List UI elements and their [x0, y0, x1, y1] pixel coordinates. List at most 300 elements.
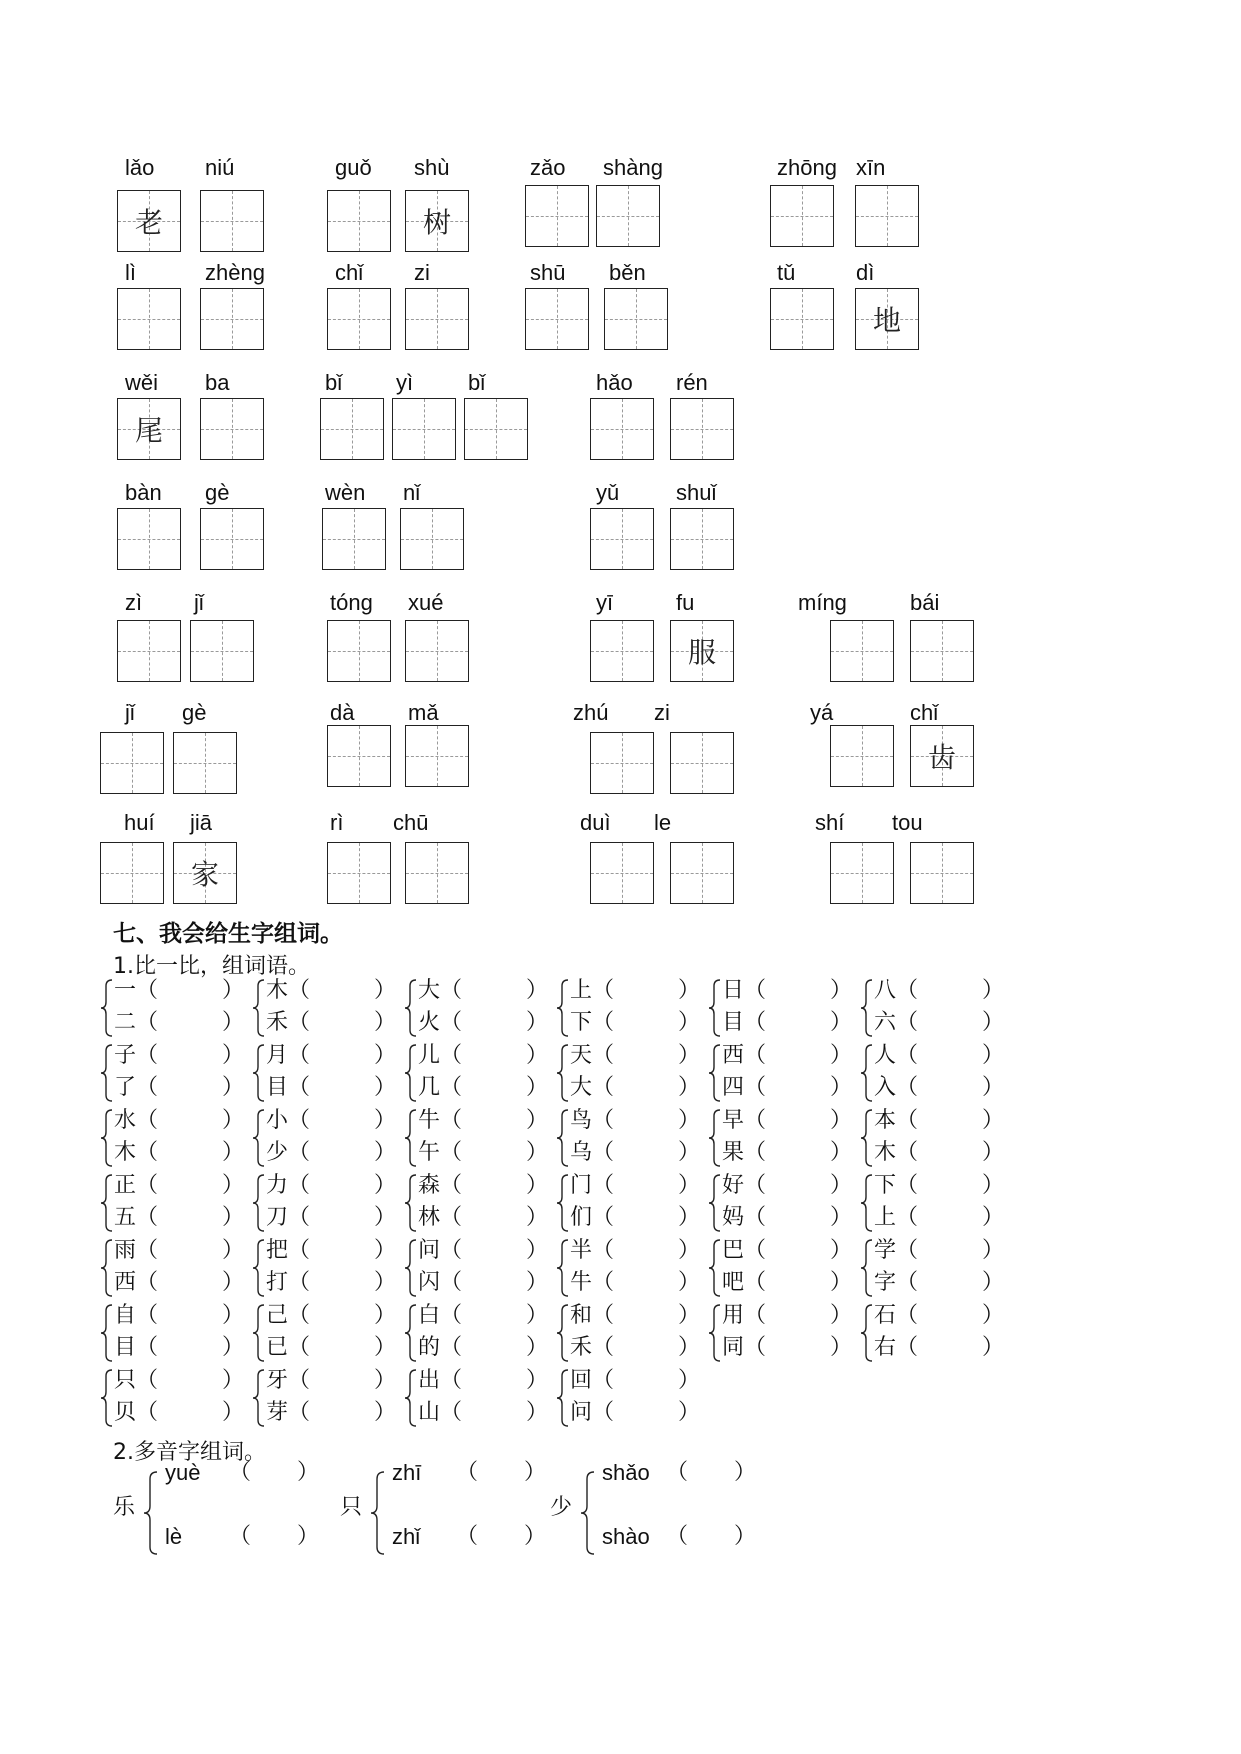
compare-character: 吧 [722, 1270, 745, 1295]
answer-paren-open: （ [896, 1108, 919, 1133]
compare-item [266, 1400, 397, 1425]
pair-brace [556, 1108, 570, 1168]
answer-paren-close: ） [678, 1140, 701, 1165]
answer-paren-open: （ [896, 1140, 919, 1165]
answer-paren-open: （ [288, 1400, 311, 1425]
writing-box[interactable] [604, 288, 668, 350]
answer-paren-close: ） [678, 1108, 701, 1133]
given-character: 家 [190, 858, 219, 891]
writing-box[interactable] [525, 185, 589, 247]
writing-box[interactable] [670, 732, 734, 794]
compare-item [570, 1335, 701, 1360]
pinyin-label: zǎo [530, 155, 566, 180]
pinyin-label: zì [125, 590, 143, 615]
pinyin-label: fu [676, 590, 695, 615]
polyphone-reading [602, 1524, 757, 1549]
compare-character: 问 [570, 1400, 593, 1425]
compare-item [418, 1108, 549, 1133]
polyphone-pinyin: lè [165, 1524, 183, 1549]
polyphone-brace [370, 1470, 386, 1556]
answer-paren-close: ） [982, 1108, 1005, 1133]
answer-paren-open: （ [744, 978, 767, 1003]
pair-brace [252, 1368, 266, 1428]
compare-character: 日 [722, 978, 745, 1003]
guide-line [406, 651, 468, 652]
compare-character: 力 [266, 1173, 289, 1198]
answer-paren-close: ） [830, 1043, 853, 1068]
compare-character: 一 [114, 978, 137, 1003]
pinyin-label: dà [330, 700, 355, 725]
writing-box[interactable] [200, 508, 264, 570]
polyphone-reading [165, 1524, 320, 1549]
compare-item [114, 1075, 245, 1100]
compare-item [722, 1238, 853, 1263]
answer-paren-open: （ [592, 1303, 615, 1328]
compare-character: 芽 [266, 1400, 289, 1425]
guide-line [911, 873, 973, 874]
polyphone-reading [392, 1524, 547, 1549]
writing-box[interactable] [200, 398, 264, 460]
guide-line [671, 539, 733, 540]
compare-character: 和 [570, 1303, 593, 1328]
compare-item [570, 1368, 701, 1393]
pair-brace [860, 1303, 874, 1363]
compare-character: 问 [418, 1238, 441, 1263]
answer-paren-close: ） [678, 1368, 701, 1393]
guide-line [465, 429, 527, 430]
answer-paren-open: （ [896, 1173, 919, 1198]
writing-box[interactable] [590, 842, 654, 904]
compare-character: 妈 [722, 1205, 745, 1230]
pair-brace [860, 1173, 874, 1233]
pinyin-label: bàn [125, 480, 162, 505]
writing-box[interactable] [190, 620, 254, 682]
writing-box[interactable] [590, 620, 654, 682]
pair-brace [708, 1043, 722, 1103]
answer-paren-close: ） [526, 1335, 549, 1360]
answer-paren-open: （ [136, 1303, 159, 1328]
answer-paren-open: （ [288, 1238, 311, 1263]
compare-item [570, 1238, 701, 1263]
given-character: 尾 [134, 414, 163, 447]
writing-box[interactable] [200, 288, 264, 350]
answer-paren-close: ） [678, 978, 701, 1003]
writing-box[interactable] [910, 725, 974, 787]
writing-box[interactable] [770, 288, 834, 350]
answer-paren-close: ） [982, 1075, 1005, 1100]
writing-box[interactable] [670, 620, 734, 682]
writing-box[interactable] [392, 398, 456, 460]
compare-item [114, 978, 245, 1003]
pair-brace [252, 1043, 266, 1103]
pinyin-label: dì [856, 260, 875, 285]
pair-brace [252, 978, 266, 1038]
answer-paren-open: （ [666, 1460, 689, 1485]
answer-paren-close: ） [526, 1303, 549, 1328]
polyphone-reading [602, 1460, 757, 1485]
answer-paren-close: ） [222, 1303, 245, 1328]
compare-character: 上 [874, 1205, 897, 1230]
subsection-title-compare: 1.比一比，组词语。 [113, 954, 310, 979]
given-character: 老 [134, 206, 163, 239]
pair-brace [556, 1173, 570, 1233]
pinyin-label: tǔ [777, 260, 796, 285]
answer-paren-open: （ [136, 1173, 159, 1198]
guide-line [831, 756, 893, 757]
answer-paren-close: ） [830, 1108, 853, 1133]
compare-character: 用 [722, 1303, 745, 1328]
compare-item [266, 1173, 397, 1198]
answer-paren-close: ） [222, 1368, 245, 1393]
compare-item [722, 1270, 853, 1295]
answer-paren-open: （ [288, 1303, 311, 1328]
answer-paren-close: ） [982, 1270, 1005, 1295]
answer-paren-close: ） [982, 1238, 1005, 1263]
compare-item [114, 1043, 245, 1068]
compare-character: 的 [418, 1335, 441, 1360]
compare-item [874, 1238, 1005, 1263]
pinyin-label: wěi [125, 370, 159, 395]
answer-paren-open: （ [592, 1043, 615, 1068]
answer-paren-open: （ [896, 978, 919, 1003]
given-character: 服 [687, 636, 716, 669]
compare-character: 五 [114, 1205, 137, 1230]
writing-box[interactable] [596, 185, 660, 247]
pair-brace [556, 1238, 570, 1298]
compare-item [570, 1173, 701, 1198]
pinyin-label: bǐ [325, 370, 343, 395]
guide-line [526, 319, 588, 320]
answer-paren-open: （ [896, 1205, 919, 1230]
compare-character: 字 [874, 1270, 897, 1295]
subsection-title-polyphone: 2.多音字组词。 [113, 1440, 266, 1465]
writing-box[interactable] [117, 398, 181, 460]
pinyin-label: bái [910, 590, 940, 615]
compare-character: 正 [114, 1173, 137, 1198]
answer-paren-close: ） [734, 1524, 757, 1549]
compare-character: 少 [266, 1140, 289, 1165]
answer-paren-close: ） [526, 1010, 549, 1035]
guide-line [671, 429, 733, 430]
compare-character: 水 [114, 1108, 137, 1133]
guide-line [406, 756, 468, 757]
answer-paren-close: ） [830, 1335, 853, 1360]
answer-paren-open: （ [744, 1270, 767, 1295]
answer-paren-open: （ [136, 1043, 159, 1068]
writing-box[interactable] [173, 842, 237, 904]
compare-character: 下 [570, 1010, 593, 1035]
compare-character: 刀 [266, 1205, 289, 1230]
answer-paren-open: （ [440, 1368, 463, 1393]
writing-box[interactable] [200, 190, 264, 252]
polyphone-pinyin: shǎo [602, 1460, 650, 1485]
pair-brace [252, 1238, 266, 1298]
pair-brace [556, 1303, 570, 1363]
compare-character: 木 [266, 978, 289, 1003]
compare-item [114, 1205, 245, 1230]
compare-item [418, 1140, 549, 1165]
polyphone-reading [392, 1460, 547, 1485]
writing-box[interactable] [400, 508, 464, 570]
compare-character: 几 [418, 1075, 441, 1100]
compare-item [418, 978, 549, 1003]
compare-item [266, 1108, 397, 1133]
pinyin-label: ba [205, 370, 230, 395]
compare-item [266, 1238, 397, 1263]
compare-character: 下 [874, 1173, 897, 1198]
answer-paren-open: （ [288, 1270, 311, 1295]
pinyin-label: jǐ [194, 590, 204, 615]
writing-box[interactable] [117, 620, 181, 682]
writing-box[interactable] [830, 620, 894, 682]
pair-brace [556, 1368, 570, 1428]
guide-line [393, 429, 455, 430]
answer-paren-open: （ [440, 1108, 463, 1133]
answer-paren-close: ） [830, 1010, 853, 1035]
compare-character: 好 [722, 1173, 745, 1198]
answer-paren-open: （ [440, 1238, 463, 1263]
pinyin-label: shí [815, 810, 845, 835]
answer-paren-open: （ [592, 1108, 615, 1133]
answer-paren-close: ） [982, 1173, 1005, 1198]
compare-item [570, 1400, 701, 1425]
guide-line [201, 429, 263, 430]
compare-item [114, 1335, 245, 1360]
pinyin-label: zi [654, 700, 670, 725]
pinyin-label: lǎo [125, 155, 155, 180]
writing-box[interactable] [327, 842, 391, 904]
writing-box[interactable] [405, 288, 469, 350]
answer-paren-open: （ [896, 1238, 919, 1263]
answer-paren-open: （ [136, 1010, 159, 1035]
answer-paren-close: ） [830, 978, 853, 1003]
answer-paren-open: （ [592, 1335, 615, 1360]
answer-paren-open: （ [592, 1270, 615, 1295]
compare-character: 石 [874, 1303, 897, 1328]
pair-brace [860, 1238, 874, 1298]
pair-brace [252, 1303, 266, 1363]
compare-item [114, 1368, 245, 1393]
writing-box[interactable] [855, 185, 919, 247]
answer-paren-open: （ [744, 1140, 767, 1165]
answer-paren-close: ） [222, 978, 245, 1003]
answer-paren-open: （ [744, 1010, 767, 1035]
answer-paren-close: ） [222, 1335, 245, 1360]
pair-brace [404, 978, 418, 1038]
writing-box[interactable] [327, 620, 391, 682]
compare-character: 己 [266, 1303, 289, 1328]
compare-character: 目 [722, 1010, 745, 1035]
writing-box[interactable] [117, 190, 181, 252]
writing-box[interactable] [670, 508, 734, 570]
writing-box[interactable] [100, 732, 164, 794]
compare-character: 闪 [418, 1270, 441, 1295]
pair-brace [860, 978, 874, 1038]
compare-item [570, 1140, 701, 1165]
answer-paren-open: （ [440, 1173, 463, 1198]
writing-box[interactable] [590, 508, 654, 570]
answer-paren-open: （ [288, 1205, 311, 1230]
compare-item [266, 1043, 397, 1068]
answer-paren-close: ） [830, 1140, 853, 1165]
answer-paren-open: （ [288, 1173, 311, 1198]
compare-character: 大 [570, 1075, 593, 1100]
compare-character: 小 [266, 1108, 289, 1133]
polyphone-brace [580, 1470, 596, 1556]
answer-paren-open: （ [896, 1010, 919, 1035]
writing-box[interactable] [173, 732, 237, 794]
compare-item [266, 1205, 397, 1230]
answer-paren-open: （ [744, 1238, 767, 1263]
pair-brace [404, 1043, 418, 1103]
answer-paren-close: ） [678, 1010, 701, 1035]
compare-item [874, 1075, 1005, 1100]
pair-brace [556, 1043, 570, 1103]
pinyin-label: lì [125, 260, 136, 285]
answer-paren-close: ） [526, 1400, 549, 1425]
answer-paren-open: （ [592, 978, 615, 1003]
compare-item [266, 1270, 397, 1295]
pair-brace [100, 1108, 114, 1168]
guide-line [406, 873, 468, 874]
compare-item [874, 1303, 1005, 1328]
compare-item [418, 1270, 549, 1295]
writing-box[interactable] [320, 398, 384, 460]
writing-box[interactable] [405, 725, 469, 787]
guide-line [323, 539, 385, 540]
pinyin-label: shuǐ [676, 480, 717, 505]
compare-item [418, 1205, 549, 1230]
answer-paren-close: ） [222, 1400, 245, 1425]
answer-paren-open: （ [592, 1205, 615, 1230]
guide-line [321, 429, 383, 430]
compare-item [874, 1335, 1005, 1360]
guide-line [911, 651, 973, 652]
compare-character: 巴 [722, 1238, 745, 1263]
compare-item [570, 978, 701, 1003]
writing-box[interactable] [590, 732, 654, 794]
answer-paren-close: ） [374, 1140, 397, 1165]
pinyin-label: niú [205, 155, 235, 180]
compare-item [722, 1075, 853, 1100]
writing-box[interactable] [327, 725, 391, 787]
writing-box[interactable] [327, 190, 391, 252]
answer-paren-open: （ [288, 1075, 311, 1100]
answer-paren-open: （ [288, 1368, 311, 1393]
writing-box[interactable] [405, 190, 469, 252]
writing-box[interactable] [405, 842, 469, 904]
answer-paren-close: ） [830, 1075, 853, 1100]
answer-paren-close: ） [374, 1368, 397, 1393]
answer-paren-close: ） [678, 1205, 701, 1230]
answer-paren-open: （ [136, 1108, 159, 1133]
guide-line [191, 651, 253, 652]
compare-character: 上 [570, 978, 593, 1003]
pinyin-label: jiā [190, 810, 213, 835]
answer-paren-open: （ [288, 1108, 311, 1133]
answer-paren-open: （ [592, 1010, 615, 1035]
compare-item [570, 1043, 701, 1068]
writing-box[interactable] [117, 288, 181, 350]
compare-character: 了 [114, 1075, 137, 1100]
guide-line [118, 319, 180, 320]
writing-box[interactable] [910, 620, 974, 682]
compare-character: 贝 [114, 1400, 137, 1425]
polyphone-reading [165, 1460, 320, 1485]
writing-box[interactable] [322, 508, 386, 570]
answer-paren-close: ） [678, 1043, 701, 1068]
writing-box[interactable] [830, 725, 894, 787]
answer-paren-close: ） [830, 1173, 853, 1198]
answer-paren-open: （ [229, 1460, 252, 1485]
compare-character: 白 [418, 1303, 441, 1328]
answer-paren-close: ） [526, 978, 549, 1003]
answer-paren-open: （ [440, 978, 463, 1003]
pinyin-label: yì [396, 370, 414, 395]
compare-character: 天 [570, 1043, 593, 1068]
guide-line [671, 873, 733, 874]
compare-character: 半 [570, 1238, 593, 1263]
pinyin-label: běn [609, 260, 646, 285]
writing-box[interactable] [100, 842, 164, 904]
writing-box[interactable] [855, 288, 919, 350]
compare-item [418, 1368, 549, 1393]
answer-paren-open: （ [744, 1108, 767, 1133]
pair-brace [404, 1108, 418, 1168]
compare-character: 打 [266, 1270, 289, 1295]
guide-line [174, 763, 236, 764]
pair-brace [404, 1303, 418, 1363]
compare-character: 学 [874, 1238, 897, 1263]
compare-character: 回 [570, 1368, 593, 1393]
compare-character: 子 [114, 1043, 137, 1068]
answer-paren-close: ） [222, 1010, 245, 1035]
answer-paren-open: （ [592, 1140, 615, 1165]
answer-paren-close: ） [678, 1400, 701, 1425]
writing-box[interactable] [464, 398, 528, 460]
compare-character: 火 [418, 1010, 441, 1035]
writing-box[interactable] [670, 842, 734, 904]
compare-item [874, 1108, 1005, 1133]
writing-box[interactable] [910, 842, 974, 904]
writing-box[interactable] [670, 398, 734, 460]
guide-line [605, 319, 667, 320]
answer-paren-close: ） [526, 1108, 549, 1133]
writing-box[interactable] [770, 185, 834, 247]
writing-box[interactable] [327, 288, 391, 350]
answer-paren-close: ） [526, 1140, 549, 1165]
answer-paren-close: ） [678, 1173, 701, 1198]
pinyin-label: zi [414, 260, 430, 285]
writing-box[interactable] [590, 398, 654, 460]
answer-paren-open: （ [288, 1043, 311, 1068]
answer-paren-open: （ [744, 1335, 767, 1360]
writing-box[interactable] [830, 842, 894, 904]
guide-line [771, 319, 833, 320]
compare-item [418, 1303, 549, 1328]
compare-character: 已 [266, 1335, 289, 1360]
answer-paren-close: ） [982, 1335, 1005, 1360]
answer-paren-close: ） [222, 1075, 245, 1100]
pinyin-label: xué [408, 590, 444, 615]
writing-box[interactable] [525, 288, 589, 350]
guide-line [831, 873, 893, 874]
answer-paren-close: ） [982, 1205, 1005, 1230]
writing-box[interactable] [117, 508, 181, 570]
compare-item [874, 1140, 1005, 1165]
answer-paren-open: （ [440, 1205, 463, 1230]
writing-box[interactable] [405, 620, 469, 682]
